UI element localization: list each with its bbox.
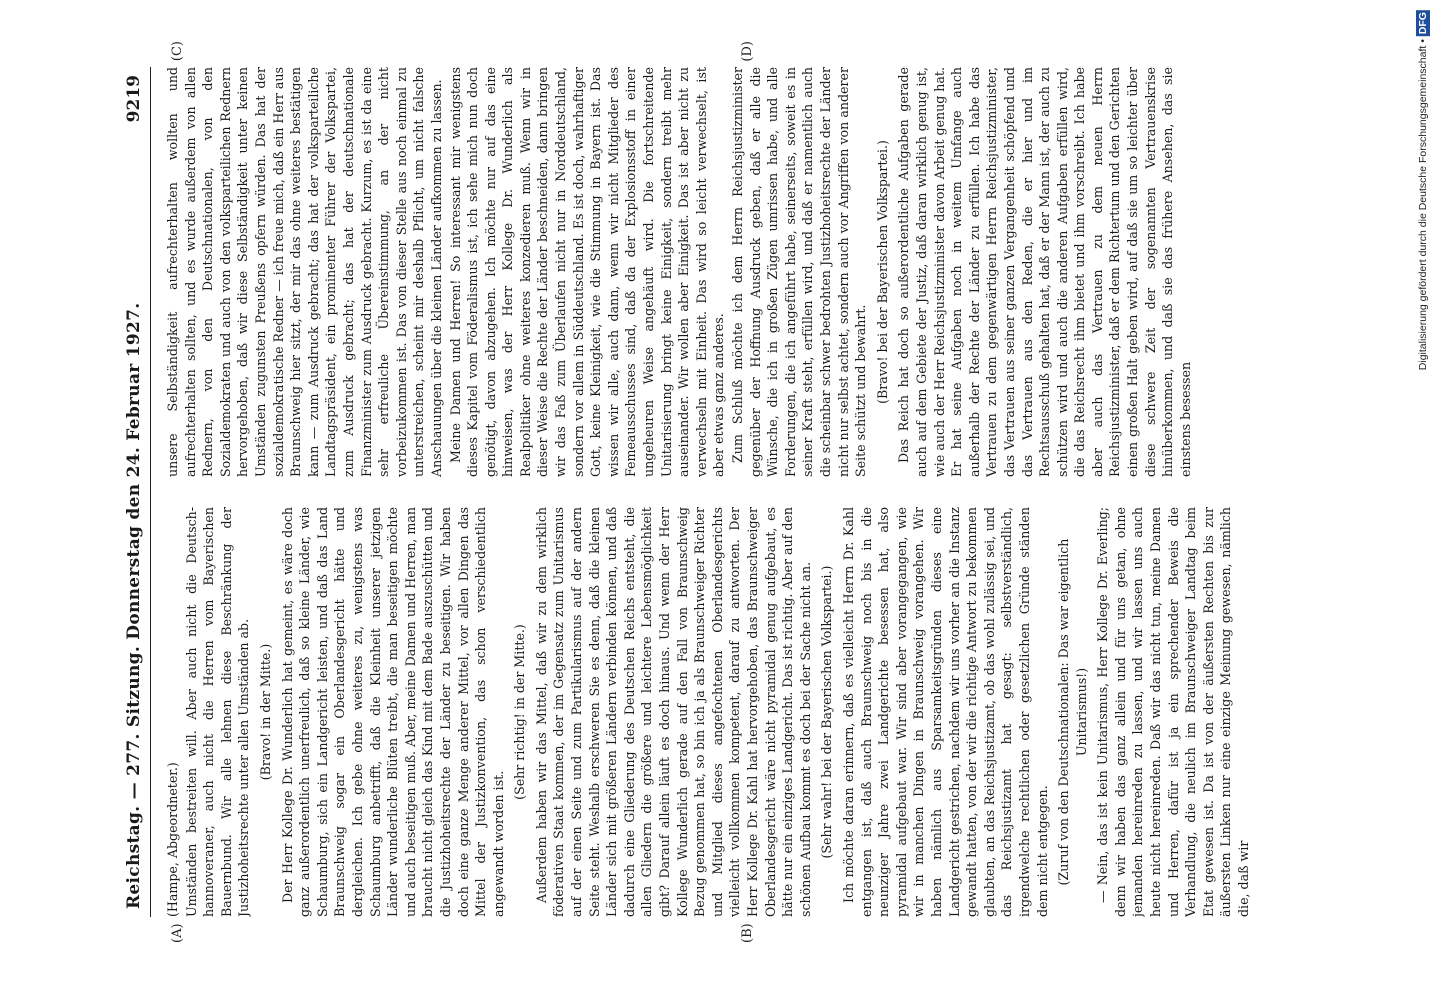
paragraph: Der Herr Kollege Dr. Wunderlich hat gemeint, es wäre doch ganz außerordentlich unerfreulich, daß so kleine Länder, wie Schaumburg, sich ein Landgericht leisten, und daß das Land Braunschweig sogar ein Oberlandesgericht hätte und dergleichen. Ich gebe ohne weiteres zu, wenigstens was Schaumburg anbetrifft, daß die Kleinheit unserer jetzigen Länder wunderliche Blüten treibt, die man beseitigen möchte und auch beseitigen muß. Aber, meine Damen und Herren, man braucht nicht gleich das Kind mit dem Bade auszuschütten und die Justizhoheitsrechte der Länder zu beseitigen. Wir haben doch eine ganze Menge anderer Mittel, vor allen Dingen das Mittel der Justizkonvention, das schon verschiedentlich angewandt worden ist. xyxy=(279,507,506,917)
paragraph: (Hampe, Abgeordneter.) xyxy=(165,762,180,917)
running-head: Reichstag. — 277. Sitzung. Donnerstag den 24. Februar 1927. xyxy=(124,302,144,909)
page-number: 9219 xyxy=(124,75,144,123)
interjection: (Sehr wahr! bei der Bayerischen Volkspartei.) xyxy=(819,565,835,859)
paragraph: unsere Selbständigkeit aufrechterhalten wollten und aufrechterhalten sollten, und es wurde außerdem von allen Rednern, von den Deutschnationalen, von den Sozialdemokraten und auch von den volksparteilichen Rednern hervorgehoben, daß wir diese Selbständigkeit unter keinen Umständen zugunsten Preußens opfern würden. Das hat der sozialdemokratische Redner — ich freue mich, daß ein Herr aus Braunschweig hier sitzt, der mir das ohne weiteres bestätigen kann — zum Ausdruck gebracht; das hat der volksparteiliche Landtagspräsident, ein prominenter Führer der Volkspartei, zum Ausdruck gebracht; das hat der deutschnationale Finanzminister zum Ausdruck gebracht. Kurzum, es ist da eine sehr erfreuliche Übereinstimmung, an der nicht vorbeizukommen ist. Das von dieser Stelle aus noch einmal zu unterstreichen, scheint mir deshalb Pflicht, um nicht falsche Anschauungen über die kleinen Länder aufkommen zu lassen. xyxy=(165,67,444,477)
paragraph: Ich möchte daran erinnern, daß es vielleicht Herrn Dr. Kahl entgangen ist, daß auch Braunschweig noch bis in die neunziger Jahre zwei Landgerichte besessen hat, also pyramidal aufgebaut war. Wir sind aber vorangegangen, wie wir in manchen Dingen in Braunschweig vorangehen. Wir haben nämlich aus Sparsamkeitsgründen dieses eine Landgericht gestrichen, nachdem wir uns vorher an die Instanz gewandt hatten, von der wir die richtige Antwort zu bekommen glaubten, an das Reichsjustizamt, ob das wohl zulässig sei, und das Reichsjustizamt hat gesagt: selbstverständlich, irgendwelche rechtlichen oder gesetzlichen Gründe ständen dem nicht entgegen. xyxy=(840,507,1050,917)
page-header xyxy=(120,67,151,917)
interjection: (Bravo! in der Mitte.) xyxy=(257,643,273,781)
dfg-credit-text: Digitalisierung gefördert durch die Deutsche Forschungsgemeinschaft • xyxy=(1417,39,1429,371)
margin-marker-c: (C) xyxy=(170,41,185,62)
paragraph: Außerdem haben wir das Mittel, daß wir zu dem wirklich föderativen Staat kommen, der im Gegensatz zum Unitarismus auf der einen Seite und zum Partikularismus auf der andern Seite steht. Weshalb erschweren Sie es denn, daß die kleinen Länder sich mit größeren Ländern verbinden können, und daß dadurch eine Gliederung des Deutschen Reichs entsteht, die allen Gliedern die größere und leichtere Lebensmöglichkeit gibt? Darauf allein läuft es doch hinaus. Und wenn der Herr Kollege Wunderlich gerade auf den Fall von Braunschweig Bezug genommen hat, so bin ich ja als Braunschweiger Richter und Mitglied dieses angefochtenen Oberlandesgerichts vielleicht vollkommen kompetent, darauf zu antworten. Der Herr Kollege Dr. Kahl hat hervorgehoben, das Braunschweiger Oberlandesgericht wäre nicht pyramidal genug aufgebaut, es hätte nur ein einziges Landgericht. Das ist richtig. Aber auf den schönen Aufbau kommt es doch bei der Sache nicht an. xyxy=(533,507,813,917)
column-left xyxy=(164,507,1294,917)
margin-marker-b: (B) xyxy=(740,923,755,943)
dfg-logo: DFG xyxy=(1417,12,1429,35)
margin-marker-d: (D) xyxy=(740,41,755,62)
paragraph: Meine Damen und Herren! So interessant mir wenigstens dieses Kapitel vom Föderalismus ist, ich sehe mich nun doch genötigt, davon abzugehen. Ich möchte nur auf das eine hinweisen, was der Herr Kollege Dr. Wunderlich als Realpolitiker ohne weiteres konzedieren muß. Wenn wir in dieser Weise die Rechte der Länder beschneiden, dann bringen wir das Faß zum Überlaufen nicht nur in Norddeutschland, sondern vor allem in Süddeutschland. Es ist doch, wahrhaftiger Gott, keine Kleinigkeit, wie die Stimmung in Bayern ist. Das wissen wir alle, auch dann, wenn wir nicht Mitglieder des Femeausschusses sind, daß da der Explosionsstoff in einer ungeheuren Weise angehäuft wird. Die fortschreitende Unitarisierung bringt keine Einigkeit, sondern treibt mehr auseinander. Wir wollen aber Einigkeit. Das ist aber nicht zu verwechseln mit Einheit. Das wird so leicht verwechselt, ist aber etwas ganz anderes. xyxy=(447,67,727,477)
digitization-credit xyxy=(1416,8,1430,370)
column-right xyxy=(164,67,1294,477)
paragraph: — Nein, das ist kein Unitarismus, Herr Kollege Dr. Everling; denn wir haben das ganz allein und für uns getan, ohne jemanden hereinreden zu lassen, und wir lassen uns auch heute nicht hereinreden. Daß wir das nicht tun, meine Damen und Herren, dafür ist ja ein sprechender Beweis die Verhandlung, die neulich im Braunschweiger Landtag beim Etat gewesen ist. Da ist von der äußersten Rechten bis zur äußersten Linken nur eine einzige Meinung gewesen, nämlich die, daß wir xyxy=(1095,507,1252,917)
paragraph: Zum Schluß möchte ich dem Herrn Reichsjustizminister gegenüber der Hoffnung Ausdruck geben, daß er alle die Wünsche, die ich in großen Zügen umrissen habe, und alle Forderungen, die ich angeführt habe, seinerseits, soweit es in seiner Kraft steht, erfüllen wird, und daß er namentlich auch die scheinbar schwer bedrohten Justizhoheitsrechte der Länder nicht nur selbst achtet, sondern auch vor Angriffen von anderer Seite schützt und bewahrt. xyxy=(730,67,869,477)
interjection: (Bravo! bei der Bayerischen Volkspartei.) xyxy=(874,140,890,404)
margin-marker-a: (A) xyxy=(170,923,185,943)
paragraph: Das Reich hat doch so außerordentliche Aufgaben gerade auch auf dem Gebiete der Justiz, daß daran wirklich genug ist, wie auch der Herr Reichsjustizminister davon Arbeit genug hat. Er hat seine Aufgaben noch in weitem Umfange auch außerhalb der Rechte der Länder zu erfüllen. Ich habe das Vertrauen zu dem gegenwärtigen Herrn Reichsjustizminister, das Vertrauen aus seiner ganzen Vergangenheit schöpfend und das Vertrauen aus den Reden, die er hier und im Rechtsausschuß gehalten hat, daß er der Mann ist, der auch zu schützen wird und auch die anderen Aufgaben erfüllen wird, die das Reichsrecht ihm bietet und ihm vorschreibt. Ich habe aber auch das Vertrauen zu dem neuen Herrn Reichsjustizminister, daß er dem Richtertum und den Gerichten einen großen Halt geben wird, auf daß sie um so leichter über diese schwere Zeit der sogenannten Vertrauenskrise hinüberkommen, und daß sie das frühere Ansehen, das sie einstens besessen xyxy=(896,67,1193,477)
interjection: (Sehr richtig! in der Mitte.) xyxy=(512,624,528,800)
interjection: (Zuruf von den Deutschnationalen: Das war eigentlich Unitarismus!) xyxy=(1056,538,1089,886)
rotated-page-content xyxy=(120,41,1340,943)
paragraph: Umständen bestreiten will. Aber auch nicht die Deutsch-hannoveraner, auch nicht die Herren vom Bayerischen Bauernbund. Wir alle lehnen diese Beschränkung der Justizhoheitsrechte unter allen Umständen ab. xyxy=(183,507,252,917)
text-columns xyxy=(164,67,1294,917)
